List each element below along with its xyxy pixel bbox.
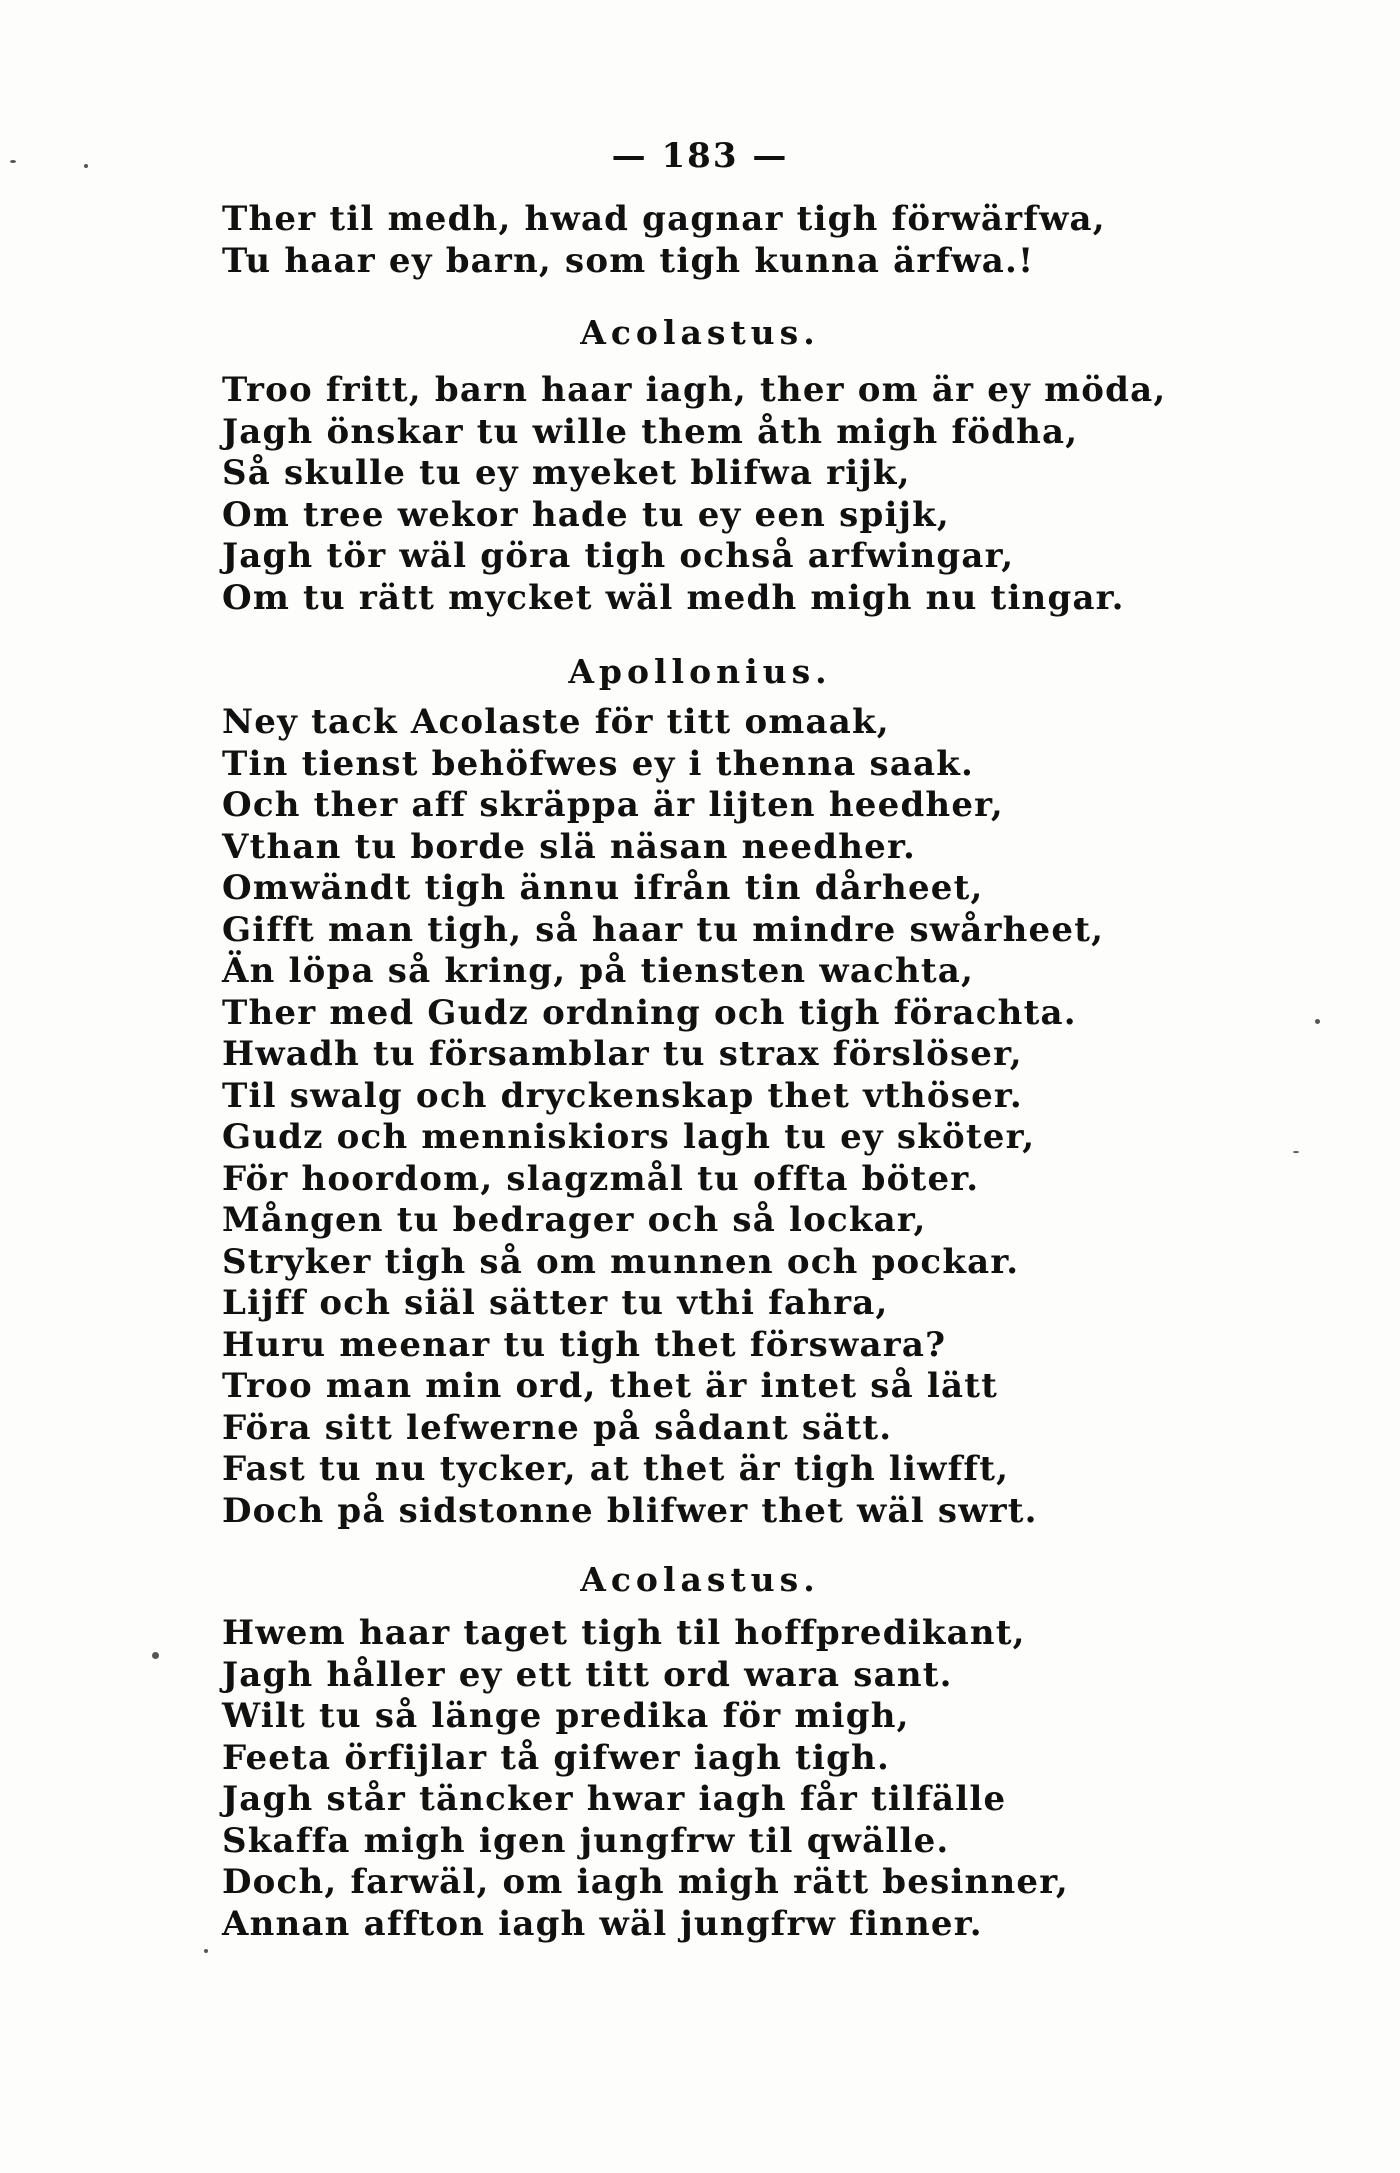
verse-line: Fast tu nu tycker, at thet är tigh liwfft,	[222, 1449, 1010, 1489]
verse-line: Om tree wekor hade tu ey een spijk,	[222, 494, 950, 535]
verse-block-acolastus-1	[222, 370, 1167, 619]
verse-line: Lijff och siäl sätter tu vthi fahra,	[222, 1283, 889, 1323]
verse-line: Til swalg och dryckenskap thet vthöser.	[222, 1075, 1023, 1116]
verse-line: Ther med Gudz ordning och tigh förachta.	[222, 992, 1077, 1033]
scan-speck	[84, 164, 88, 168]
verse-line: Tu haar ey barn, som tigh kunna ärfwa.!	[222, 240, 1035, 281]
verse-line: Gudz och menniskiors lagh tu ey sköter,	[222, 1117, 1036, 1157]
verse-block-intro	[222, 199, 1122, 282]
verse-line: Wilt tu så länge predika för migh,	[222, 1696, 910, 1736]
verse-line: Doch, farwäl, om iagh migh rätt besinner,	[222, 1862, 1069, 1902]
verse-line: Hwadh tu församblar tu strax förslöser,	[222, 1034, 1023, 1074]
verse-line: Ther til medh, hwad gagnar tigh förwärfwa,	[222, 199, 1106, 239]
verse-line: Jagh tör wäl göra tigh ochså arfwingar,	[222, 536, 1015, 576]
verse-line: Annan affton iagh wäl jungfrw finner.	[222, 1903, 983, 1944]
verse-line: Så skulle tu ey myeket blifwa rijk,	[222, 453, 911, 493]
verse-line: Ney tack Acolaste för titt omaak,	[222, 702, 890, 742]
verse-line: Mången tu bedrager och så lockar,	[222, 1200, 927, 1240]
verse-line: Jagh önskar tu wille them åth migh födha,	[222, 411, 1079, 452]
verse-line: Omwändt tigh ännu ifrån tin dårheet,	[222, 868, 984, 908]
verse-line: Föra sitt lefwerne på sådant sätt.	[222, 1407, 893, 1448]
verse-line: Om tu rätt mycket wäl medh migh nu tingar.	[222, 577, 1125, 618]
speaker-heading: Apollonius.	[568, 652, 832, 691]
scan-speck	[204, 1949, 208, 1953]
verse-line: Stryker tigh så om munnen och pockar.	[222, 1241, 1020, 1282]
speaker-heading: Acolastus.	[580, 1560, 820, 1599]
verse-block-acolastus-2	[222, 1613, 1122, 1945]
verse-line: Gifft man tigh, så haar tu mindre swårheet,	[222, 909, 1105, 950]
verse-line: Vthan tu borde slä näsan needher.	[222, 826, 917, 867]
verse-line: Jagh står täncker hwar iagh får tilfälle	[222, 1779, 1007, 1819]
verse-line: Doch på sidstonne blifwer thet wäl swrt.	[222, 1490, 1038, 1531]
verse-line: Hwem haar taget tigh til hoffpredikant,	[222, 1613, 1026, 1653]
verse-line: Huru meenar tu tigh thet förswara?	[222, 1324, 947, 1365]
verse-line: Jagh håller ey ett titt ord wara sant.	[222, 1654, 953, 1695]
verse-line: Troo man min ord, thet är intet så lätt	[222, 1366, 999, 1406]
verse-line: Och ther aff skräppa är lijten heedher,	[222, 785, 1004, 825]
scan-speck	[1315, 1019, 1320, 1024]
verse-block-apollonius	[222, 702, 1122, 1532]
page-number: — 183 —	[611, 136, 789, 176]
verse-line: För hoordom, slagzmål tu offta böter.	[222, 1158, 980, 1199]
verse-line: Feeta örfijlar tå gifwer iagh tigh.	[222, 1737, 891, 1778]
verse-line: Skaffa migh igen jungfrw til qwälle.	[222, 1820, 950, 1861]
scan-speck	[152, 1652, 159, 1659]
verse-line: Troo fritt, barn haar iagh, ther om är ey möda,	[222, 370, 1167, 410]
speaker-heading: Acolastus.	[580, 313, 820, 352]
verse-line: Än löpa så kring, på tiensten wachta,	[222, 951, 975, 991]
scan-speck	[1293, 1151, 1299, 1153]
verse-line: Tin tienst behöfwes ey i thenna saak.	[222, 743, 975, 784]
scan-speck	[10, 160, 16, 163]
